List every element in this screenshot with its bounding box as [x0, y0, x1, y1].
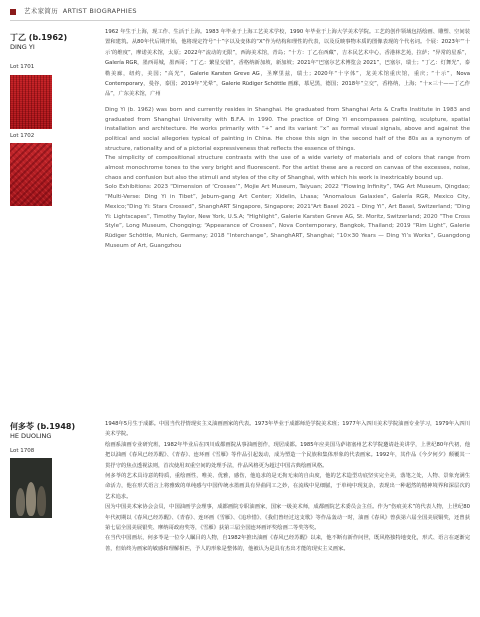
bio-chinese-paragraph: 因为中国美术家协会会员，中国油画学会理事，成都画院专职油画家，国家一级美术师，成都画院艺术委员会主任。作为“伤痕美术”的代表人物，上世纪80年代初期以《春风已经苏醒》、《青春》、连环画《雪雁》、《追珍惜》、《我们曾经过这支歌》等作品轰动一时，油画《春风》曾获第六届全国美展铜奖，还曾获第七届全国美展银奖、摩纳哥政府奖等，《雪雁》获第三届全国连环画评奖绘画二等奖等奖。	[105, 504, 470, 532]
artwork-thumbnail-lot-1708[interactable]	[10, 458, 52, 518]
bio-chinese-paragraph: 何多苓的艺术具诗意的特质，重绘画性，唯美、优雅，感伤，他追求的是无拘无束的自由度，他的艺术造型功底坚实完全美，落笔之处，人物、景象充满生命活力，他在形式语言上将雅致的单纯感与中国传统水墨画具有异曲同工之妙，在流线中见细腻，于单纯中现复杂，表现出一种超然的精神境界和深层次的艺术追求。	[105, 473, 470, 500]
lot-number: Lot 1701	[10, 64, 35, 70]
bio-english-paragraph: The simplicity of compositional structure contrasts with the use of a wide variety of materials and of colors that range from almost monochrome tones to the very bright and fluorescent. For the artist these are a record on canvas of the excesses, noise, chaos and confusion but also the stimuli and styles of the city of Shanghai, with which his work is inextricably bound up.	[105, 155, 470, 181]
bio-chinese-paragraph: 在当代中国画坛，何多苓是一位令人瞩目的人物，自1982年推出油画《春风已经苏醒》以来，他不断有新作问世，既风格独特地变化，形式、语言在逐渐完善，但始终为画家的敏感和理解相匹，予人的形象是整体的，他被认为是具有杰出才能的现实主义画家。	[105, 535, 470, 552]
artist-name-en: DING YI	[10, 43, 35, 51]
artist-bio-ding-yi	[105, 27, 470, 251]
artwork-thumbnail-lot-1701[interactable]	[10, 75, 52, 129]
lot-number: Lot 1708	[10, 448, 35, 454]
bio-english-exhibitions: Solo Exhibitions: 2023 “Dimension of ‘Crosses’”, Mojie Art Museum, Taiyuan; 2022 “Flowing Infinity”, TAG Art Museum, Qingdao; “Multi-Verse: Ding Yi in Tibet”, Jebum-gang Art Center; Xidelin, Lhasa; “Anomalous Galaxies”, Galería RGR, Mexico City, Mexico;“Ding Yi: Stars Crossed”, ShanghART Singapore, Singapore; 2021“Art Basel 2021 – Ding Yi”, Art Basel, Switzerland; “Ding Yi: Lightscapes”, Timothy Taylor, New York, U.S.A; “Highlight”, Galerie Karsten Greve AG, St. Moritz, Switzerland; 2020 “The Cross Style”, Long Museum, Chongqing; “Appearance of Crosses”, Nova Contemporary, Bangkok, Thailand; 2019 “Rim Light”, Galerie Rüdiger Schöttle, Munich, Germany; 2018 “Interchange”, ShanghART, Shanghai; “10×30 Years — Ding Yi’s Works”, Guangdong Museum of Art, Guangzhou	[105, 184, 470, 249]
figure-shape	[16, 488, 25, 516]
section-marker	[10, 9, 16, 15]
artist-name-cn: 丁乙 (b.1962)	[10, 33, 68, 42]
bio-chinese-paragraph: 绘画系油画专业研究班，1982年毕业后在四川成都画院从事油画创作，现居成都。1985年应美国马萨诸塞州艺术学院邀请赴美讲学，上世纪80年代初，他把以油画《春风已经苏醒》、《青春》、连环画《雪雁》等作品引起轰动，成为塑造一个民族和集体形象的代表画家。1992年，其作品《今夕何夕》颠覆其一贯抒守的焦点透视法则，首次使用双重空间的处理手法，作品风格更为超过中国古典绘画风格。	[105, 441, 470, 469]
figure-shape	[26, 482, 36, 516]
section-title	[24, 6, 137, 15]
bio-chinese: 1962 年生于上海，现工作、生活于上海。1983 年毕业于上海工艺美术学校，1990 年毕业于上海大学美术学院。工艺的创作领域包括绘画、雕塑、空间装置和建筑。从80年代后期开始，他将现定符号“十”字以及变体的“X”作为结构和理性的代表，以及反映事物本质的图像表现的个代名词。个展：2023年“‘十示’的维度”，摩诺美术馆，太原；2022年“流动的无限”，西海美术馆，青岛；“十方：丁乙在西藏”，吉本民艺术中心，香港林艺苑，拉萨；“异常的星系”，Galería RGR，墨西哥城，墨西哥；“丁乙：繁星交错”，香格纳新加坡，新加坡；2021年“巴塞尔艺术博览会 2021”，巴塞尔，瑞士；“丁乙：灯舞光”，泰勒美廊，纽约，美国；“高光”，Galerie Karsten Greve AG，圣摩里兹，瑞士；2020年“十字体”，龙美术馆重庆馆，重庆；“十示”，Nova Contemporary，曼谷，泰国；2019年“光晕”，Galerie Rüdiger Schöttle 画廊，慕尼黑，德国；2018年“立交”，香格纳，上海；“十×三十——丁乙作品”，广东美术馆，广州	[105, 29, 470, 98]
header-divider	[10, 20, 470, 21]
section-title-cn: 艺术家简历	[24, 7, 58, 15]
artist-bio-he-duoling	[105, 419, 470, 554]
artwork-thumbnail-lot-1702[interactable]	[10, 143, 52, 206]
bio-english-paragraph: Ding Yi (b. 1962) was born and currently resides in Shanghai. He graduated from Shanghai Arts & Crafts Institute in 1983 and graduated from Shanghai University with B.F.A. in 1990. The practice of Ding Yi encompasses painting, sculpture, spatial installation and architecture. He works primarily with “+” and its variant “x” as formal visual signals, above and against the political and social allegories typical of painting in China. He chose this sign in the second half of the 80s as a synonym of structure, rationality and of a pictorial expressiveness that reflects the essence of things.	[105, 106, 470, 152]
bio-chinese-paragraph: 1948年5月生于成都。中国当代抒情现实主义油画画家的代表。1973年毕业于成都师范学院美术班；1977年入四川美术学院油画专业学习，1979年入四川美术学院。	[105, 421, 470, 438]
artist-name-en: HE DUOLING	[10, 432, 52, 440]
figure-shape	[37, 486, 46, 516]
section-title-en: ARTIST BIOGRAPHIES	[62, 7, 137, 15]
page-header	[0, 0, 480, 22]
lot-number: Lot 1702	[10, 133, 35, 139]
artist-name-cn: 何多苓 (b.1948)	[10, 422, 76, 431]
